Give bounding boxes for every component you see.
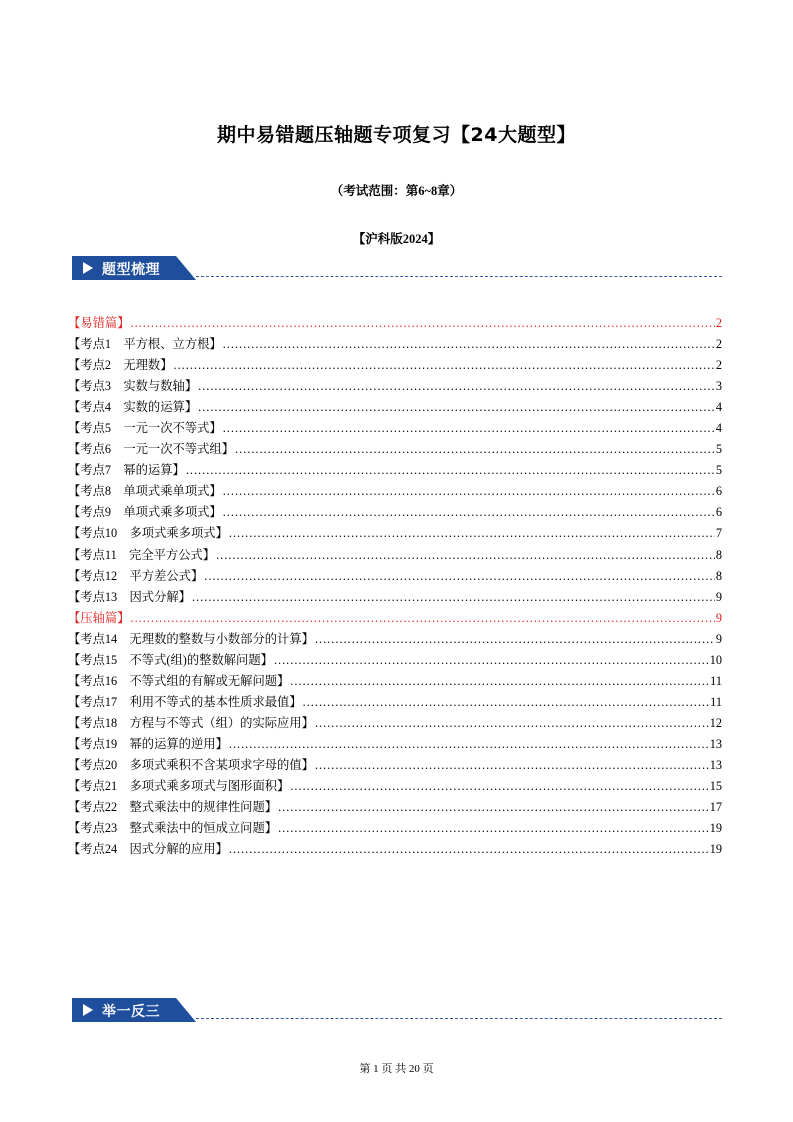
toc-page-number: 8	[715, 568, 722, 583]
toc-entry[interactable]	[68, 629, 722, 650]
toc-entry-label: 【考点16 不等式组的有解或无解问题】	[68, 673, 290, 688]
toc-entry[interactable]	[68, 439, 722, 460]
toc-entry[interactable]	[68, 523, 722, 544]
toc-page-number: 8	[715, 547, 722, 562]
table-of-contents	[68, 313, 722, 860]
toc-entry-label: 【考点4 实数的运算】	[68, 400, 198, 415]
toc-page-number: 19	[709, 842, 722, 857]
toc-entry[interactable]	[68, 418, 722, 439]
toc-entry[interactable]	[68, 797, 722, 818]
section-tab	[72, 998, 196, 1022]
toc-entry-label: 【考点22 整式乘法中的规律性问题】	[68, 800, 278, 815]
dot-leader	[278, 821, 709, 836]
toc-page-number: 11	[710, 673, 722, 688]
dashed-divider	[196, 276, 722, 277]
toc-entry-label: 【考点18 方程与不等式（组）的实际应用】	[68, 715, 314, 730]
toc-entry[interactable]	[68, 839, 722, 860]
dot-leader	[315, 716, 709, 731]
toc-page-number: 2	[715, 316, 722, 330]
toc-part-heading[interactable]	[68, 313, 722, 334]
dot-leader	[186, 463, 715, 478]
dot-leader	[290, 779, 708, 794]
toc-entry[interactable]	[68, 334, 722, 355]
dot-leader	[303, 695, 710, 710]
toc-entry[interactable]	[68, 502, 722, 523]
toc-page-number: 4	[715, 421, 722, 436]
toc-entry[interactable]	[68, 355, 722, 376]
toc-entry[interactable]	[68, 692, 722, 713]
toc-entry[interactable]	[68, 376, 722, 397]
toc-page-number: 13	[709, 736, 722, 751]
toc-entry[interactable]	[68, 734, 722, 755]
toc-entry[interactable]	[68, 481, 722, 502]
toc-page-number: 2	[715, 337, 722, 352]
toc-page-number: 6	[715, 505, 722, 520]
toc-page-number: 19	[709, 821, 722, 836]
toc-page-number: 9	[715, 631, 722, 646]
toc-entry-label: 【考点20 多项式乘积不含某项求字母的值】	[68, 757, 314, 772]
toc-entry-label: 【考点21 多项式乘多项式与图形面积】	[68, 779, 290, 794]
toc-entry-label: 【考点12 平方差公式】	[68, 568, 204, 583]
toc-entry[interactable]	[68, 397, 722, 418]
toc-entry-label: 【考点1 平方根、立方根】	[68, 337, 222, 352]
toc-page-number: 15	[709, 779, 722, 794]
dot-leader	[223, 421, 715, 436]
section-tab	[72, 256, 196, 280]
dot-leader	[315, 632, 715, 647]
toc-entry[interactable]	[68, 713, 722, 734]
edition-label: 【沪科版2024】	[352, 232, 441, 246]
exam-scope: （考试范围：第6~8章）	[330, 184, 463, 198]
toc-part-heading[interactable]	[68, 608, 722, 629]
dot-leader	[198, 379, 715, 394]
toc-entry-label: 【考点23 整式乘法中的恒成立问题】	[68, 821, 278, 836]
toc-page-number: 4	[715, 400, 722, 415]
toc-entry-label: 【压轴篇】	[68, 610, 130, 625]
toc-entry[interactable]	[68, 650, 722, 671]
toc-entry-label: 【考点8 单项式乘单项式】	[68, 484, 222, 499]
toc-entry-label: 【考点11 完全平方公式】	[68, 547, 216, 562]
toc-entry[interactable]	[68, 545, 722, 566]
toc-entry-label: 【考点7 幂的运算】	[68, 463, 185, 478]
play-icon	[83, 262, 93, 274]
dot-leader	[131, 316, 715, 331]
toc-entry-label: 【考点10 多项式乘多项式】	[68, 526, 228, 541]
toc-page-number: 9	[715, 589, 722, 604]
toc-entry-label: 【考点6 一元一次不等式组】	[68, 442, 235, 457]
toc-page-number: 12	[709, 715, 722, 730]
toc-entry-label: 【考点24 因式分解的应用】	[68, 842, 228, 857]
section-header-overview	[72, 256, 722, 280]
dot-leader	[192, 590, 715, 605]
toc-entry-label: 【考点13 因式分解】	[68, 589, 191, 604]
toc-entry-label: 【易错篇】	[68, 316, 130, 330]
toc-entry[interactable]	[68, 460, 722, 481]
toc-page-number: 5	[715, 463, 722, 478]
toc-entry-label: 【考点15 不等式(组)的整数解问题】	[68, 652, 273, 667]
toc-page-number: 6	[715, 484, 722, 499]
toc-entry-label: 【考点5 一元一次不等式】	[68, 421, 222, 436]
toc-page-number: 3	[715, 379, 722, 394]
toc-page-number: 17	[709, 800, 722, 815]
dot-leader	[235, 442, 715, 457]
toc-entry-label: 【考点2 无理数】	[68, 358, 173, 373]
toc-page-number: 10	[709, 652, 722, 667]
toc-page-number: 2	[715, 358, 722, 373]
toc-entry-label: 【考点3 实数与数轴】	[68, 379, 198, 394]
toc-entry-label: 【考点19 幂的运算的逆用】	[68, 736, 228, 751]
section-header-practice	[72, 998, 722, 1022]
page-footer: 第 1 页 共 20 页	[359, 1063, 434, 1075]
dot-leader	[204, 569, 715, 584]
section-title: 题型梳理	[102, 262, 160, 278]
dot-leader	[315, 758, 709, 773]
toc-page-number: 9	[715, 610, 722, 625]
toc-entry-label: 【考点17 利用不等式的基本性质求最值】	[68, 694, 302, 709]
toc-page-number: 13	[709, 757, 722, 772]
dot-leader	[174, 358, 715, 373]
dot-leader	[216, 548, 715, 563]
toc-entry[interactable]	[68, 671, 722, 692]
dot-leader	[223, 505, 715, 520]
toc-entry[interactable]	[68, 755, 722, 776]
play-icon	[83, 1004, 93, 1016]
toc-page-number: 11	[710, 694, 722, 709]
dot-leader	[223, 337, 715, 352]
section-title: 举一反三	[102, 1004, 160, 1020]
dot-leader	[198, 400, 715, 415]
toc-entry[interactable]	[68, 566, 722, 587]
dot-leader	[229, 526, 715, 541]
toc-entry[interactable]	[68, 776, 722, 797]
toc-entry-label: 【考点14 无理数的整数与小数部分的计算】	[68, 631, 314, 646]
toc-page-number: 7	[715, 526, 722, 541]
dot-leader	[290, 674, 709, 689]
toc-entry[interactable]	[68, 587, 722, 608]
dot-leader	[223, 484, 715, 499]
toc-entry[interactable]	[68, 818, 722, 839]
dashed-divider	[196, 1018, 722, 1019]
document-title: 期中易错题压轴题专项复习【24大题型】	[217, 124, 576, 146]
toc-entry-label: 【考点9 单项式乘多项式】	[68, 505, 222, 520]
dot-leader	[274, 653, 709, 668]
dot-leader	[229, 842, 709, 857]
dot-leader	[131, 611, 715, 626]
dot-leader	[278, 800, 709, 815]
dot-leader	[229, 737, 709, 752]
toc-page-number: 5	[715, 442, 722, 457]
